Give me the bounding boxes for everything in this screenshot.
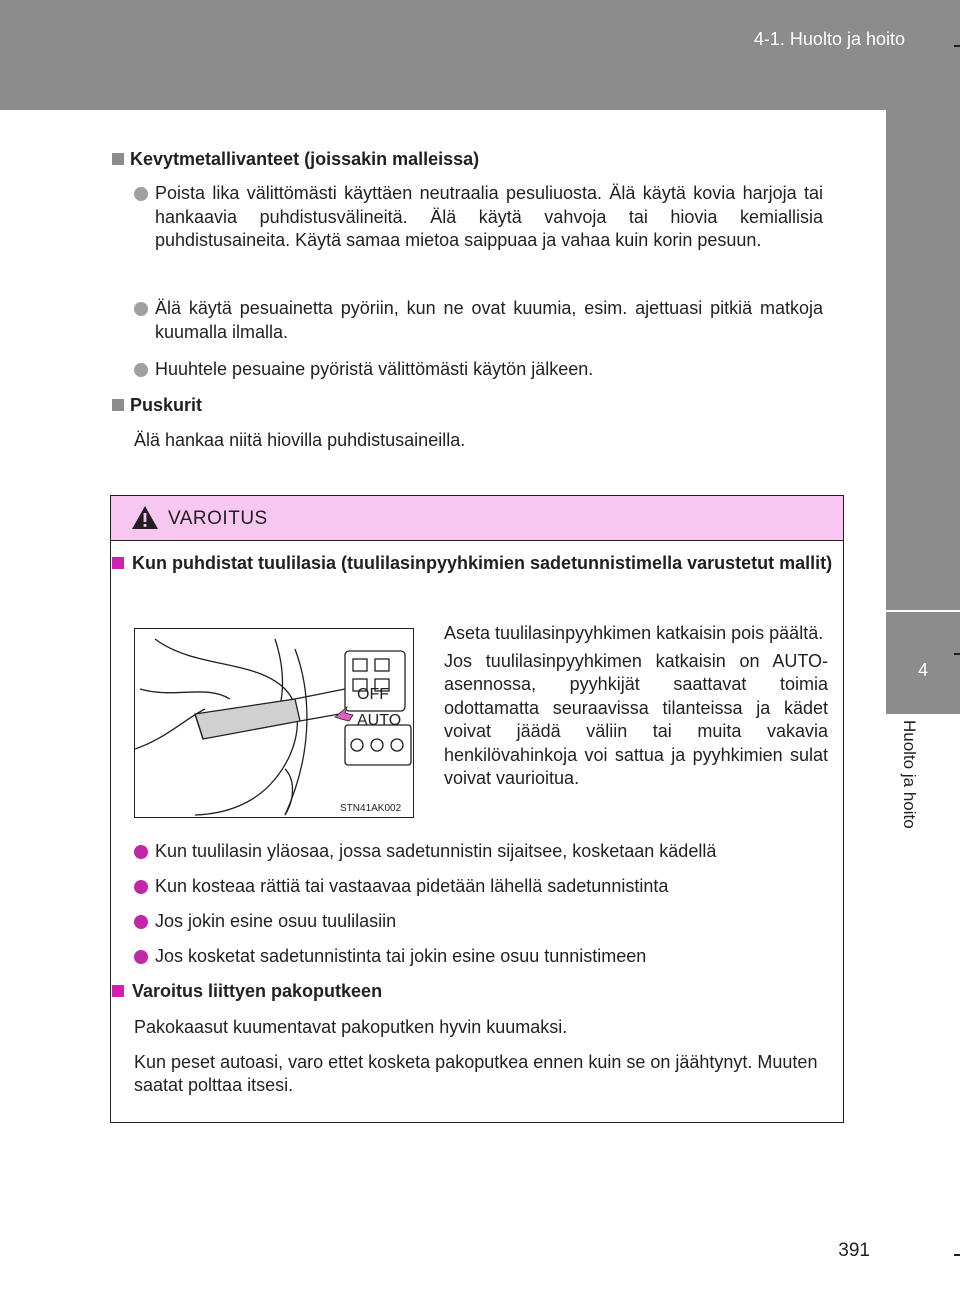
auto-label: AUTO [357, 712, 402, 729]
page-number: 391 [838, 1240, 870, 1261]
wiper-instructions [444, 622, 828, 791]
figure-caption: STN41AK002 [340, 803, 402, 814]
bullet-icon [134, 302, 148, 316]
list-item: Kun tuulilasin yläosaa, jossa sadetunnistin sijaitsee, kosketaan kädellä [155, 841, 717, 861]
chapter-tab [886, 612, 960, 714]
bullet-icon [134, 845, 148, 859]
chapter-title: Huolto ja hoito [900, 720, 919, 829]
list-item: Jos jokin esine osuu tuulilasiin [155, 911, 397, 931]
bullet-icon [134, 363, 148, 377]
wiper-switch-illustration [134, 628, 414, 818]
header-bar [0, 0, 960, 110]
off-label: OFF [357, 686, 389, 703]
exhaust-text: Kun peset autoasi, varo ettet kosketa pakoputkea ennen kuin se on jäähtynyt. Muuten saatat polttaa itsesi. [134, 1052, 818, 1095]
warning-header [111, 496, 843, 541]
bullet-icon [134, 950, 148, 964]
exhaust-text: Pakokaasut kuumentavat pakoputken hyvin kuumaksi. [134, 1017, 568, 1037]
square-bullet-icon [112, 985, 124, 997]
bumpers-heading: Puskurit [112, 394, 202, 417]
list-item: Kun kosteaa rättiä tai vastaavaa pidetään lähellä sadetunnistinta [155, 876, 669, 896]
bumpers-text: Älä hankaa niitä hiovilla puhdistusaineilla. [134, 430, 466, 450]
windshield-heading: Kun puhdistat tuulilasia (tuulilasinpyyhkimien sadetunnistimella varustetut mallit) [112, 552, 836, 575]
bullet-icon [134, 915, 148, 929]
paragraph: Aseta tuulilasinpyyhkimen katkaisin pois päältä. [444, 623, 824, 643]
alloy-wheels-heading: Kevytmetallivanteet (joissakin malleissa) [112, 148, 479, 171]
bullet-icon [134, 880, 148, 894]
square-bullet-icon [112, 399, 124, 411]
edge-tick [954, 653, 960, 655]
section-title: 4-1. Huolto ja hoito [753, 29, 905, 49]
warning-title: VAROITUS [168, 508, 268, 529]
list-item: Huuhtele pesuaine pyöristä välittömästi käytön jälkeen. [155, 359, 594, 379]
chapter-number: 4 [917, 660, 928, 680]
list-item: Älä käytä pesuainetta pyöriin, kun ne ovat kuumia, esim. ajettuasi pitkiä matkoja kuumalla ilmalla. [155, 298, 823, 342]
square-bullet-icon [112, 557, 124, 569]
paragraph: Jos tuulilasinpyyhkimen katkaisin on AUTO-asennossa, pyyhkijät saattavat toimia odottamatta seuraavissa tilanteissa ja kädet voivat jäädä väliin tai muita vakavia henkilövahinkoja voi sattua ja pyyhkimien sulat voivat vaurioitua. [444, 650, 828, 788]
exhaust-heading: Varoitus liittyen pakoputkeen [112, 980, 382, 1003]
warning-triangle-icon [131, 505, 159, 530]
edge-tick [954, 45, 960, 47]
square-bullet-icon [112, 153, 124, 165]
list-item: Poista lika välittömästi käyttäen neutraalia pesuliuosta. Älä käytä kovia harjoja tai hankaavia puhdistusvälineitä. Älä käytä vahvoja tai hiovia kemiallisia puhdistusaineita. Käytä samaa mietoa saippuaa ja vahaa kuin korin pesuun. [155, 183, 823, 250]
steering-wheel-illustration [135, 629, 413, 817]
list-item: Jos kosketat sadetunnistinta tai jokin esine osuu tunnistimeen [155, 946, 647, 966]
bullet-icon [134, 187, 148, 201]
edge-tick [954, 1254, 960, 1256]
side-tab [886, 110, 960, 610]
